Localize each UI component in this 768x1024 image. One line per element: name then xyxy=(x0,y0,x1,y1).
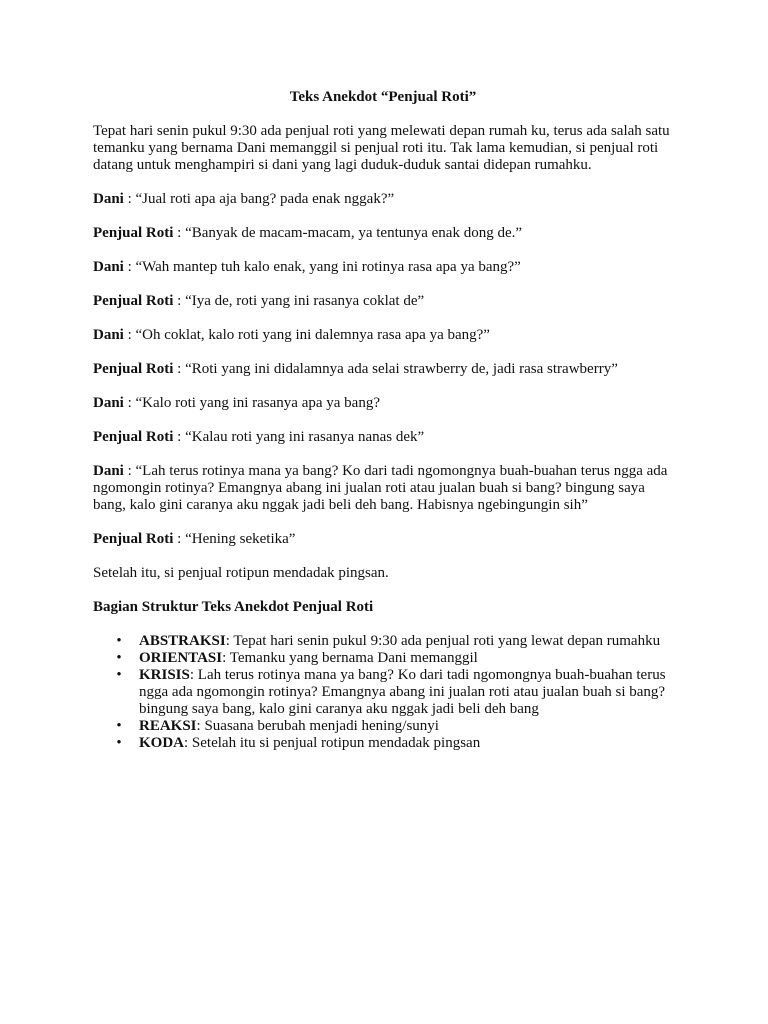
structure-term: ORIENTASI xyxy=(139,650,223,666)
speaker-separator: : xyxy=(123,191,136,207)
speaker-separator: : xyxy=(123,395,136,411)
document-page xyxy=(93,89,673,752)
bullet-icon: • xyxy=(116,718,122,734)
dialogue-text: “Lah terus rotinya mana ya bang? Ko dari tadi ngomongnya buah-buahan terus ngga ada ngomongin rotinya? Emangnya abang ini jualan roti atau jualan buah si bang? bingung saya bang, kalo gini caranya aku nggak jadi beli deh bang. Habisnya ngebingungin sih” xyxy=(93,463,668,513)
structure-item xyxy=(93,735,673,752)
structure-desc: : Tepat hari senin pukul 9:30 ada penjual roti yang lewat depan rumahku xyxy=(225,633,661,649)
closing-paragraph: Setelah itu, si penjual rotipun mendadak pingsan. xyxy=(93,565,389,581)
dialogue-line xyxy=(93,259,673,276)
dialogue-text: “Kalau roti yang ini rasanya nanas dek” xyxy=(185,429,425,445)
speaker-separator: : xyxy=(173,293,186,309)
dialogue-text: “Iya de, roti yang ini rasanya coklat de” xyxy=(185,293,425,309)
structure-list xyxy=(93,633,673,752)
speaker-name: Penjual Roti xyxy=(93,429,174,445)
dialogue-text: “Oh coklat, kalo roti yang ini dalemnya rasa apa ya bang?” xyxy=(135,327,490,343)
speaker-name: Penjual Roti xyxy=(93,225,174,241)
dialogue-text: “Kalo roti yang ini rasanya apa ya bang? xyxy=(135,395,380,411)
structure-heading: Bagian Struktur Teks Anekdot Penjual Roti xyxy=(93,599,374,615)
structure-term: ABSTRAKSI xyxy=(139,633,226,649)
speaker-name: Dani xyxy=(93,327,124,343)
bullet-icon: • xyxy=(116,650,122,666)
dialogue-text: “Roti yang ini didalamnya ada selai strawberry de, jadi rasa strawberry” xyxy=(185,361,618,377)
dialogue-line xyxy=(93,531,673,548)
dialogue-line xyxy=(93,429,673,446)
speaker-name: Dani xyxy=(93,191,124,207)
bullet-icon: • xyxy=(116,735,122,751)
speaker-separator: : xyxy=(173,531,186,547)
speaker-name: Dani xyxy=(93,395,124,411)
document-title: Teks Anekdot “Penjual Roti” xyxy=(289,89,477,105)
structure-desc: : Lah terus rotinya mana ya bang? Ko dari tadi ngomongnya buah-buahan terus ngga ada ngomongin rotinya? Emangnya abang ini jualan roti atau jualan buah si bang? bingung saya bang, kalo gini caranya aku nggak jadi beli deh bang xyxy=(139,667,666,717)
structure-term: KRISIS xyxy=(139,667,190,683)
dialogue-line xyxy=(93,191,673,208)
structure-item xyxy=(93,650,673,667)
speaker-name: Penjual Roti xyxy=(93,293,174,309)
dialogue-line xyxy=(93,463,673,514)
speaker-separator: : xyxy=(123,463,136,479)
dialogue-text: “Banyak de macam-macam, ya tentunya enak dong de.” xyxy=(185,225,523,241)
structure-desc: : Temanku yang bernama Dani memanggil xyxy=(222,650,478,666)
structure-item xyxy=(93,667,673,718)
speaker-separator: : xyxy=(173,429,186,445)
dialogue-line xyxy=(93,225,673,242)
dialogue-text: “Hening seketika” xyxy=(185,531,296,547)
dialogue-line xyxy=(93,361,673,378)
speaker-separator: : xyxy=(173,361,186,377)
bullet-icon: • xyxy=(116,667,122,683)
speaker-separator: : xyxy=(173,225,186,241)
structure-item xyxy=(93,633,673,650)
structure-desc: : Setelah itu si penjual rotipun mendadak pingsan xyxy=(184,735,481,751)
speaker-separator: : xyxy=(123,327,136,343)
structure-item xyxy=(93,718,673,735)
dialogue-text: “Wah mantep tuh kalo enak, yang ini rotinya rasa apa ya bang?” xyxy=(135,259,521,275)
structure-term: KODA xyxy=(139,735,184,751)
dialogue-line xyxy=(93,327,673,344)
bullet-icon: • xyxy=(116,633,122,649)
structure-desc: : Suasana berubah menjadi hening/sunyi xyxy=(196,718,439,734)
dialogue-line xyxy=(93,293,673,310)
speaker-separator: : xyxy=(123,259,136,275)
speaker-name: Penjual Roti xyxy=(93,531,174,547)
speaker-name: Dani xyxy=(93,259,124,275)
structure-term: REAKSI xyxy=(139,718,197,734)
dialogue-line xyxy=(93,395,673,412)
dialogue-text: “Jual roti apa aja bang? pada enak nggak?” xyxy=(135,191,395,207)
intro-paragraph: Tepat hari senin pukul 9:30 ada penjual roti yang melewati depan rumah ku, terus ada salah satu temanku yang bernama Dani memanggil si penjual roti itu. Tak lama kemudian, si penjual roti datang untuk menghampiri si dani yang lagi duduk-duduk santai didepan rumahku. xyxy=(93,123,670,173)
speaker-name: Penjual Roti xyxy=(93,361,174,377)
speaker-name: Dani xyxy=(93,463,124,479)
